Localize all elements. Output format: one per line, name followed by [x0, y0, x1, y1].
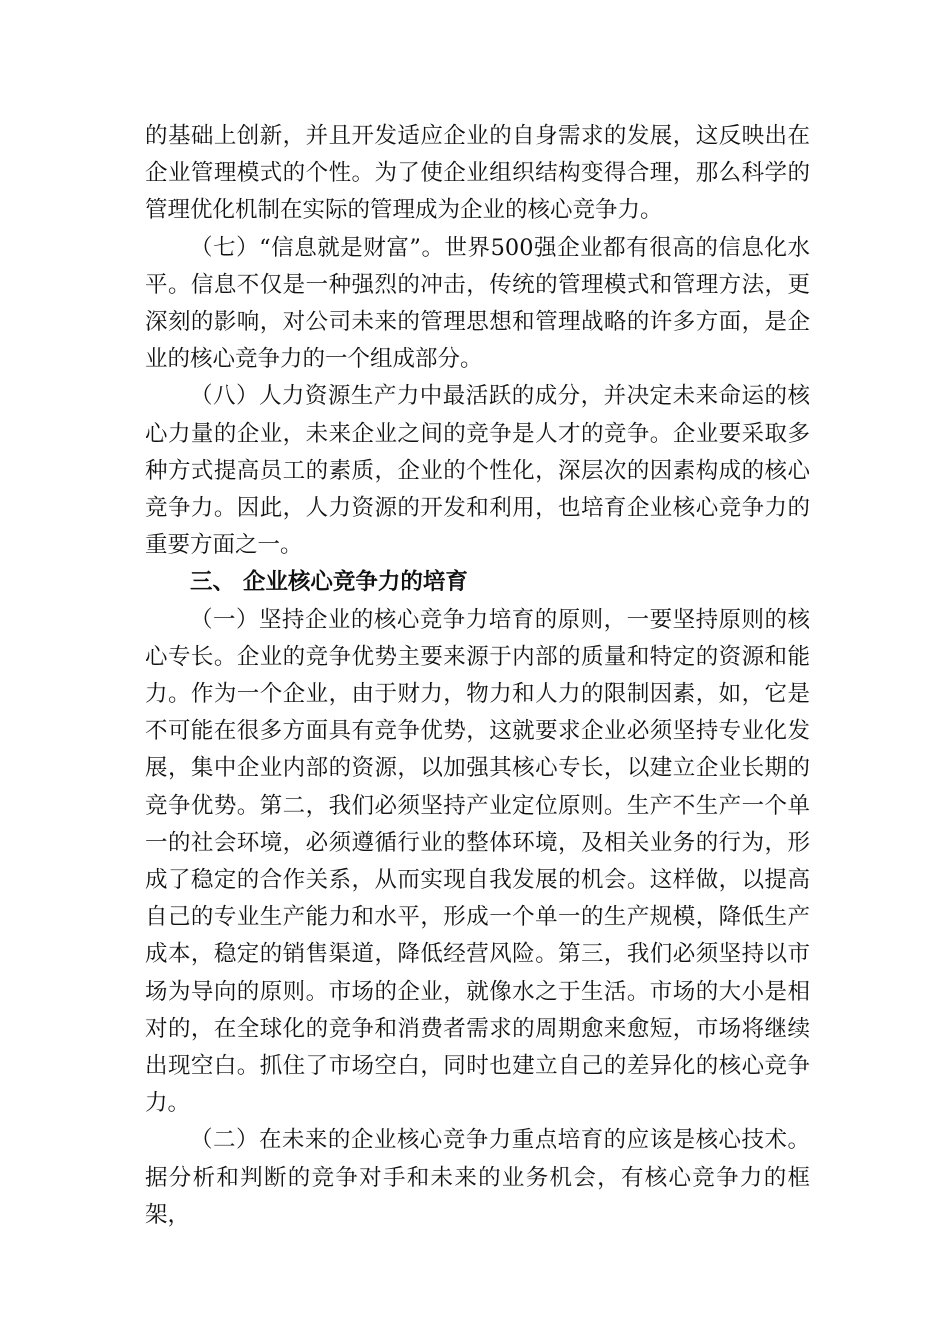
paragraph-section-8: （八）人力资源生产力中最活跃的成分，并决定未来命运的核心力量的企业，未来企业之间的竞争是人才的竞争。企业要采取多种方式提高员工的素质，企业的个性化，深层次的因素构成的核心竞争力。因此，人力资源的开发和利用，也培育企业核心竞争力的重要方面之一。	[145, 383, 810, 559]
section-heading-3: 三、 企业核心竞争力的培育	[190, 569, 468, 596]
paragraph-subsection-2: （二）在未来的企业核心竞争力重点培育的应该是核心技术。据分析和判断的竞争对手和未来的业务机会，有核心竞争力的框架，	[145, 1127, 810, 1228]
paragraph-subsection-1: （一）坚持企业的核心竞争力培育的原则，一要坚持原则的核心专长。企业的竞争优势主要来源于内部的质量和特定的资源和能力。作为一个企业，由于财力，物力和人力的限制因素，如，它是不可能在很多方面具有竞争优势，这就要求企业必须坚持专业化发展，集中企业内部的资源，以加强其核心专长，以建立企业长期的竞争优势。第二，我们必须坚持产业定位原则。生产不生产一个单一的社会环境，必须遵循行业的整体环境，及相关业务的行为，形成了稳定的合作关系，从而实现自我发展的机会。这样做，以提高自己的专业生产能力和水平，形成一个单一的生产规模，降低生产成本，稳定的销售渠道，降低经营风险。第三，我们必须坚持以市场为导向的原则。市场的企业，就像水之于生活。市场的大小是相对的，在全球化的竞争和消费者需求的周期愈来愈短，市场将继续出现空白。抓住了市场空白，同时也建立自己的差异化的核心竞争力。	[145, 606, 810, 1117]
paragraph-section-7: （七）“信息就是财富”。世界500强企业都有很高的信息化水平。信息不仅是一种强烈的冲击，传统的管理模式和管理方法，更深刻的影响，对公司未来的管理思想和管理战略的许多方面，是企业的核心竞争力的一个组成部分。	[145, 234, 810, 373]
paragraph-continuation: 的基础上创新，并且开发适应企业的自身需求的发展，这反映出在企业管理模式的个性。为了使企业组织结构变得合理，那么科学的管理优化机制在实际的管理成为企业的核心竞争力。	[145, 123, 810, 224]
document-body	[145, 118, 810, 1234]
